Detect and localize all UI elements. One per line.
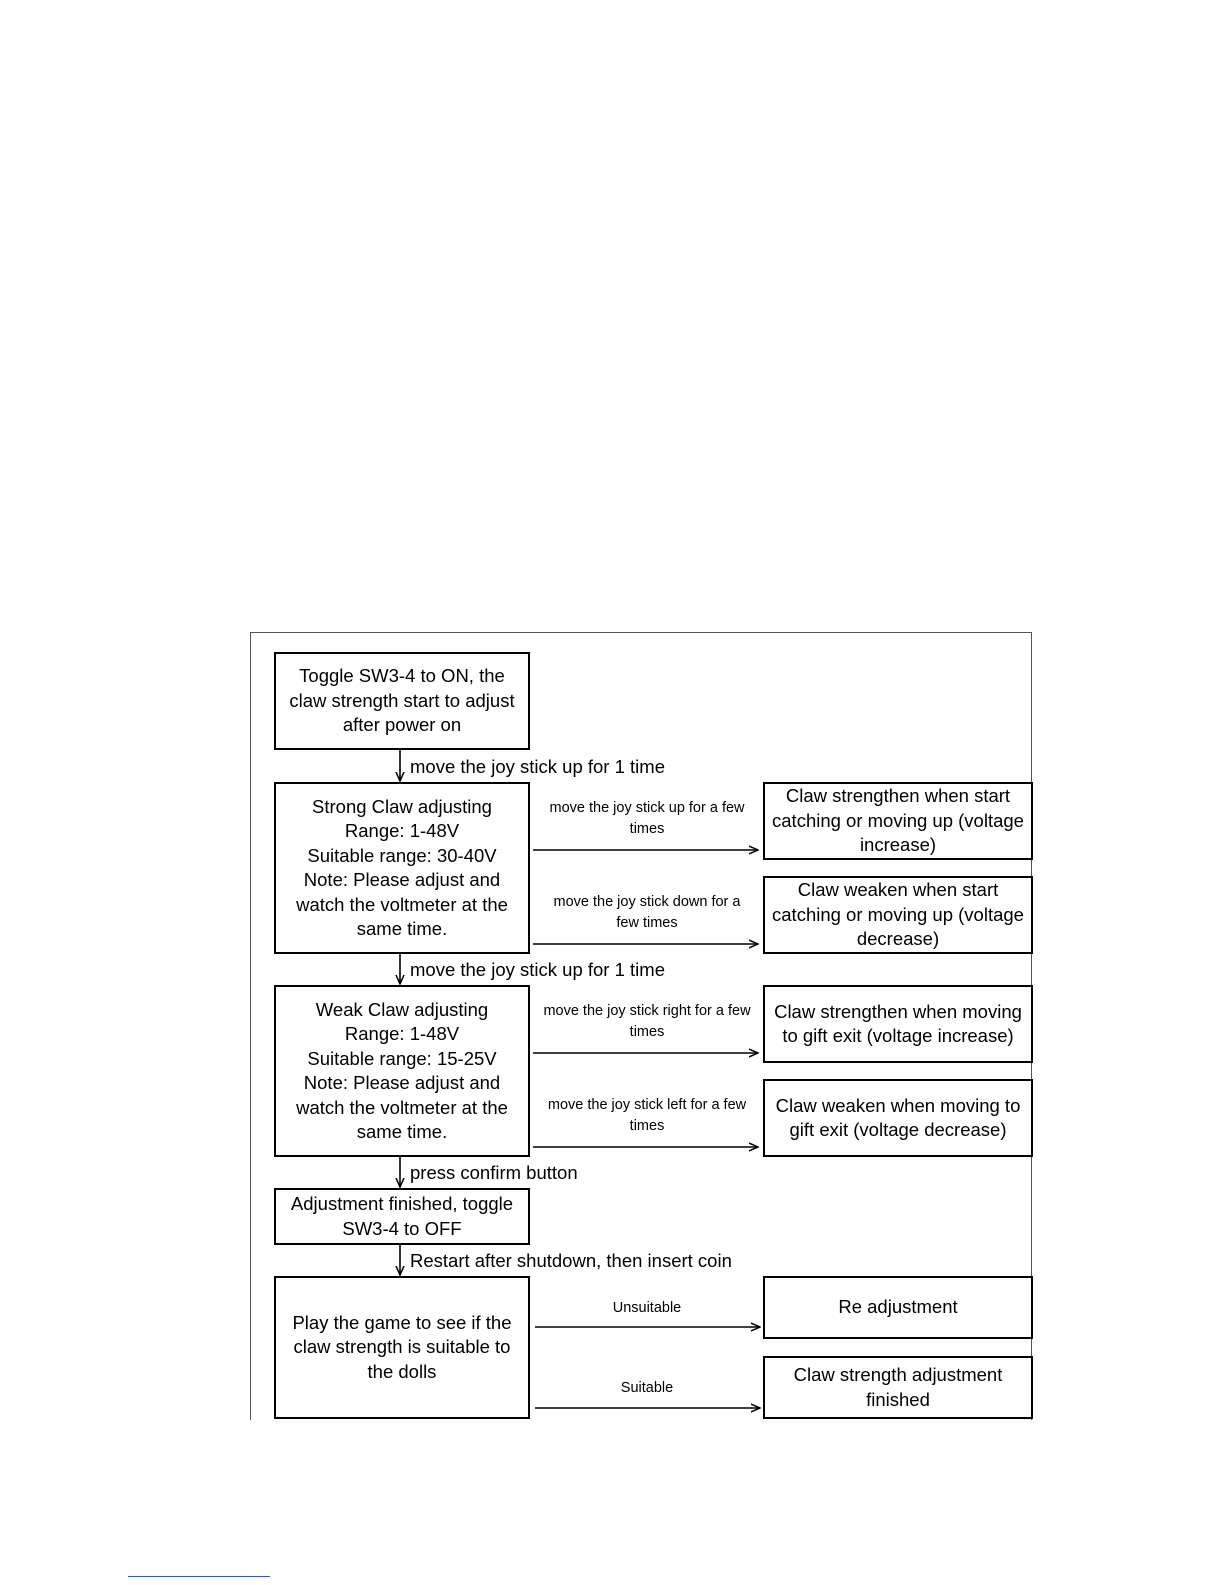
node-weak-claw: Weak Claw adjusting Range: 1-48V Suitable range: 15-25V Note: Please adjust and watch the voltmeter at the same time. bbox=[274, 985, 530, 1157]
edge-label-to-play: Restart after shutdown, then insert coin bbox=[410, 1250, 732, 1271]
node-start: Toggle SW3-4 to ON, the claw strength start to adjust after power on bbox=[274, 652, 530, 750]
node-weak-decrease: Claw weaken when moving to gift exit (voltage decrease) bbox=[763, 1079, 1033, 1157]
edge-label-to-finished: press confirm button bbox=[410, 1162, 578, 1183]
edge-label-to-strong: move the joy stick up for 1 time bbox=[410, 756, 665, 777]
edge-label-suitable: Suitable bbox=[620, 1380, 674, 1396]
node-play-game: Play the game to see if the claw strength is suitable to the dolls bbox=[274, 1276, 530, 1419]
edge-label-weak-right: move the joy stick right for a few times bbox=[543, 1003, 751, 1040]
footer-rule bbox=[128, 1576, 270, 1577]
node-strong-decrease: Claw weaken when start catching or moving up (voltage decrease) bbox=[763, 876, 1033, 954]
edge-label-strong-up: move the joy stick up for a few times bbox=[549, 800, 745, 837]
edge-label-strong-down: move the joy stick down for a few times bbox=[553, 894, 741, 931]
node-adjustment-finished: Adjustment finished, toggle SW3-4 to OFF bbox=[274, 1188, 530, 1245]
node-strong-claw: Strong Claw adjusting Range: 1-48V Suitable range: 30-40V Note: Please adjust and watch the voltmeter at the same time. bbox=[274, 782, 530, 954]
edge-label-weak-left: move the joy stick left for a few times bbox=[547, 1097, 747, 1134]
edge-label-to-weak: move the joy stick up for 1 time bbox=[410, 959, 665, 980]
node-strong-increase: Claw strengthen when start catching or moving up (voltage increase) bbox=[763, 782, 1033, 860]
node-weak-increase: Claw strengthen when moving to gift exit (voltage increase) bbox=[763, 985, 1033, 1063]
edge-label-unsuitable: Unsuitable bbox=[612, 1300, 682, 1316]
node-strength-finished: Claw strength adjustment finished bbox=[763, 1356, 1033, 1419]
node-re-adjustment: Re adjustment bbox=[763, 1276, 1033, 1339]
